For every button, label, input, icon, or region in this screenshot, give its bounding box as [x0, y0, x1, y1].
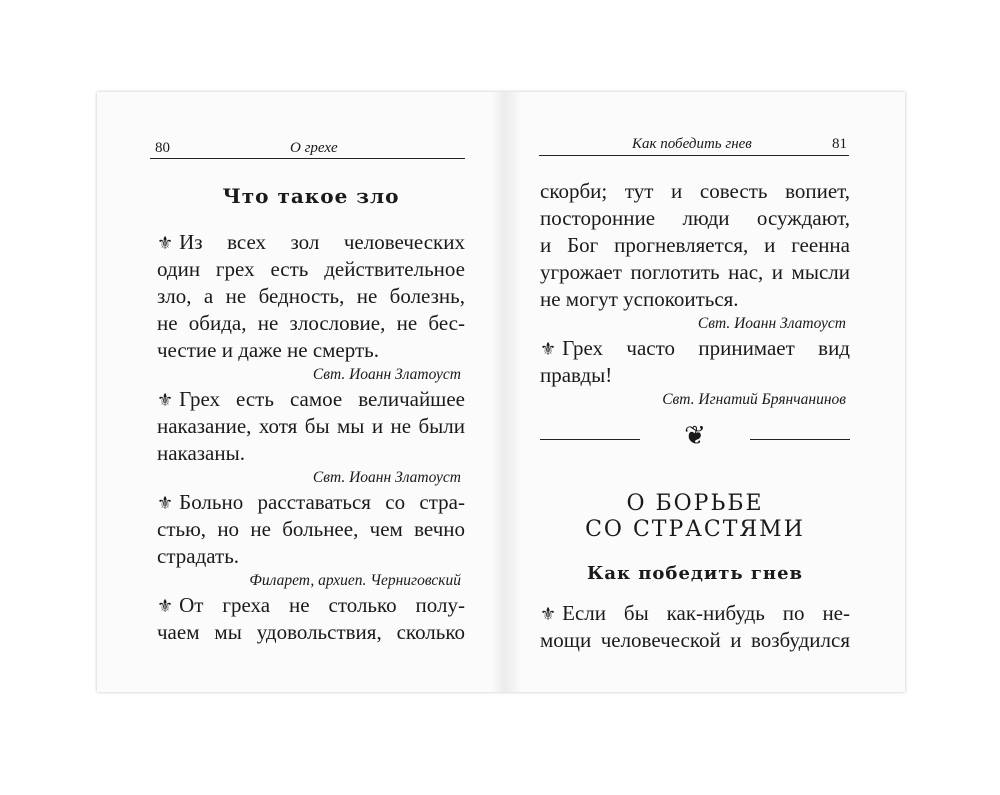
line-text: Больно расставаться со стра- — [179, 490, 465, 514]
text-line — [540, 335, 850, 362]
quote-paragraph — [540, 178, 850, 313]
line-text: Если бы как-нибудь по не- — [562, 601, 850, 625]
quote-paragraph — [157, 229, 465, 364]
page-number: 80 — [155, 140, 170, 156]
text-line — [157, 543, 465, 570]
line-text: наказаны. — [157, 441, 245, 465]
fleuron-icon: ⚜ — [540, 604, 557, 624]
fleuron-icon: ⚜ — [157, 233, 174, 253]
line-text: чаем мы удовольствия, сколько — [157, 620, 465, 644]
quote-paragraph — [157, 592, 465, 646]
quote-paragraph — [540, 335, 850, 389]
divider-line — [750, 439, 850, 440]
text-line — [157, 310, 465, 337]
book-spread — [97, 92, 905, 692]
section-heading: Что такое зло — [222, 184, 400, 208]
line-text: Из всех зол человеческих — [179, 230, 465, 254]
page-content — [540, 178, 850, 654]
line-text: угрожает поглотить нас, и мысли — [540, 260, 850, 284]
fleuron-icon: ⚜ — [157, 493, 174, 513]
chapter-heading-line: СО СТРАСТЯМИ — [585, 517, 805, 542]
quote-attribution: Свт. Иоанн Златоуст — [697, 315, 846, 332]
page-number: 81 — [832, 136, 847, 152]
line-text: один грех есть действительное — [157, 257, 465, 281]
text-line — [540, 362, 850, 389]
text-line — [540, 627, 850, 654]
line-text: посторонние люди осуждают, — [540, 206, 850, 230]
left-page — [97, 92, 497, 692]
text-line — [157, 489, 465, 516]
line-text: страдать. — [157, 544, 240, 568]
right-page — [517, 92, 905, 692]
page-content — [157, 181, 465, 646]
quote-attribution: Свт. Игнатий Брянчанинов — [662, 391, 846, 408]
quote-attribution: Филарет, архиеп. Черниговский — [249, 572, 461, 589]
text-line — [157, 440, 465, 467]
line-text: не обида, не злословие, не бес- — [157, 311, 465, 335]
line-text: Грех есть самое величайшее — [179, 387, 465, 411]
quote-paragraph — [540, 600, 850, 654]
text-line — [157, 283, 465, 310]
ornamental-divider — [540, 411, 850, 469]
text-line — [540, 178, 850, 205]
running-title: Как победить гнев — [632, 136, 752, 152]
section-subheading: Как победить гнев — [586, 563, 804, 584]
quote-attribution: Свт. Иоанн Златоуст — [312, 469, 461, 486]
quote-paragraph — [157, 386, 465, 467]
fleuron-icon: ⚜ — [540, 339, 557, 359]
running-header — [540, 136, 850, 156]
line-text: наказание, хотя бы мы и не были — [157, 414, 465, 438]
text-line — [157, 386, 465, 413]
text-line — [157, 413, 465, 440]
quote-attribution: Свт. Иоанн Златоуст — [312, 366, 461, 383]
line-text: скорби; тут и совесть вопиет, — [540, 179, 850, 203]
line-text: зло, а не бедность, не болезнь, — [157, 284, 465, 308]
line-text: не могут успокоиться. — [540, 287, 739, 311]
header-rule — [539, 155, 849, 156]
quote-paragraph — [157, 489, 465, 570]
line-text: Грех часто принимает вид — [562, 336, 850, 360]
text-line — [157, 619, 465, 646]
line-text: мощи человеческой и возбудился — [540, 628, 850, 652]
text-line — [157, 256, 465, 283]
text-line — [157, 592, 465, 619]
line-text: и Бог прогневляется, и геенна — [540, 233, 850, 257]
chapter-heading — [540, 491, 850, 543]
text-line — [540, 286, 850, 313]
text-line — [157, 337, 465, 364]
line-text: честие и даже не смерть. — [157, 338, 379, 362]
running-title: О грехе — [290, 140, 338, 156]
text-line — [540, 600, 850, 627]
text-line — [157, 516, 465, 543]
fleuron-icon: ⚜ — [157, 390, 174, 410]
line-text: правды! — [540, 363, 613, 387]
chapter-heading-line: О БОРЬБЕ — [626, 491, 764, 516]
text-line — [157, 229, 465, 256]
running-header — [155, 140, 465, 160]
line-text: От греха не столько полу- — [179, 593, 465, 617]
text-line — [540, 259, 850, 286]
text-line — [540, 205, 850, 232]
ornament-icon: ❦ — [684, 421, 706, 450]
header-rule — [150, 158, 465, 159]
text-line — [540, 232, 850, 259]
line-text: стью, но не больнее, чем вечно — [157, 517, 465, 541]
fleuron-icon: ⚜ — [157, 596, 174, 616]
